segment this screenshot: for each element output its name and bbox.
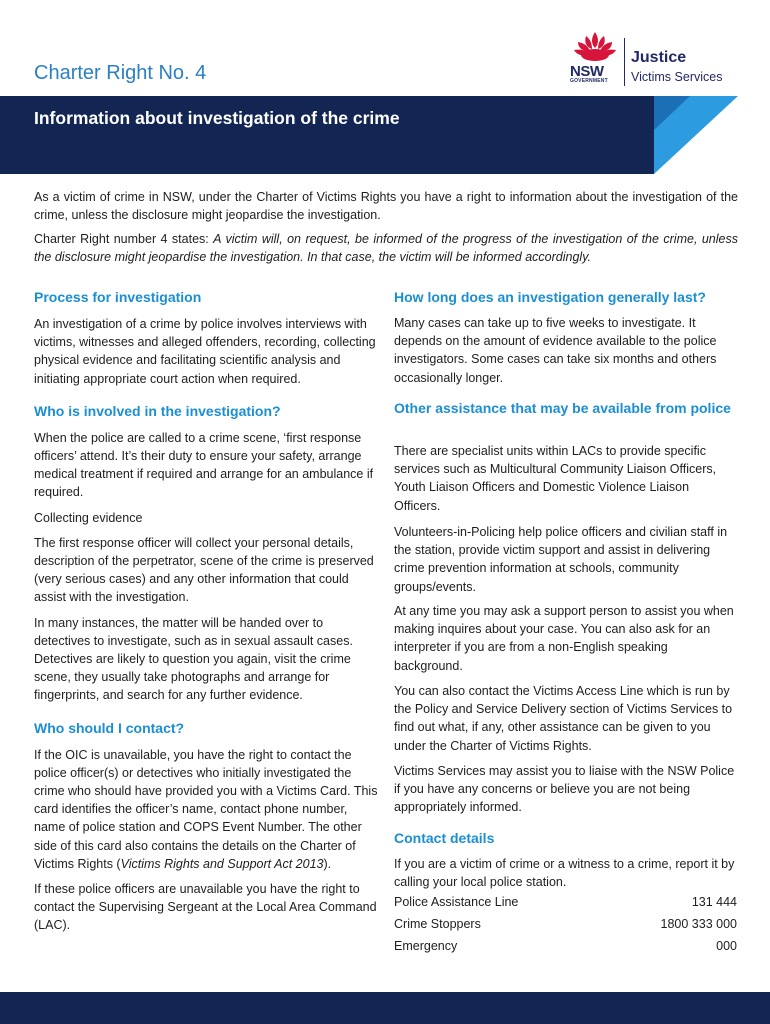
process-heading: Process for investigation — [34, 289, 202, 305]
footer-bar — [0, 992, 770, 1024]
assistance-p1: There are specialist units within LACs to provide specific services such as Multicultural Community Liaison Officers, Youth Liaison Officers and Domestic Violence Liaison Officers. — [394, 444, 717, 513]
contact-number[interactable]: 1800 333 000 — [660, 917, 737, 931]
contact-number[interactable]: 000 — [716, 939, 737, 953]
assistance-p3: At any time you may ask a support person to assist you when making inquires about your case. You can also ask for an interpreter if you are from a non-English speaking background. — [394, 604, 734, 673]
involved-body: When the police are called to a crime scene, ‘first response officers’ attend. It’s their duty to ensure your safety, arrange medical treatment if required and arrange for an ambulance if required. — [34, 430, 374, 500]
howlong-heading: How long does an investigation generally last? — [394, 289, 706, 305]
assistance-p4: You can also contact the Victims Access Line which is run by the Policy and Service Delivery section of Victims Services to find out what, if any, other assistance can be given to you under the Charter of Victims Rights. — [394, 684, 733, 753]
assistance-heading: Other assistance that may be available from police — [394, 400, 731, 416]
contact-row-police-assistance — [394, 895, 737, 909]
statement-lead: Charter Right number 4 states: — [34, 232, 214, 246]
contact-body-text: If the OIC is unavailable, you have the right to contact the police officer(s) or detectives who initially investigated the crime who should have provided you with a Victims Card. This card identifies the officer’s name, contact phone number, name of police station and COPS Event Number. The other side of this card also contains the details on the Charter of Victims Rights ( — [34, 747, 378, 871]
contact-label: Emergency — [394, 939, 458, 953]
contact-body-2: If these police officers are unavailable you have the right to contact the Supervising Sergeant at the Local Area Command (LAC). — [34, 882, 377, 933]
contact-number[interactable]: 131 444 — [691, 895, 737, 909]
howlong-body: Many cases can take up to five weeks to investigate. It depends on the amount of evidence available to the police investigators. Some cases can take six months and others occasionally longer. — [394, 316, 717, 385]
detectives-body: In many instances, the matter will be handed over to detectives to investigate, such as in sexual assault cases. Detectives are likely to question you again, visit the crime scene, they usually take photographs and arrange for fingerprints, and search for any further evidence. — [34, 615, 353, 703]
statement-quote: A victim will, on request, be informed of the progress of the investigation of the crime, unless the disclosure might jeopardise the investigation. In that case, the victim will be informed accordingly. — [34, 232, 738, 264]
charter-right-subtitle: Charter Right No. 4 — [34, 62, 207, 84]
contact-body-close: ). — [323, 856, 332, 871]
brand-subname: Victims Services — [631, 70, 723, 84]
brand-name: Justice — [631, 49, 687, 66]
involved-heading: Who is involved in the investigation? — [34, 402, 281, 419]
process-body: An investigation of a crime by police involves interviews with victims, witnesses and alleged offenders, recording, collecting physical evidence and facilitating scientific analysis and initiating appropriate court action when required. — [34, 317, 376, 386]
nsw-wordmark: NSW — [570, 63, 604, 80]
contact-row-crime-stoppers — [394, 917, 737, 931]
assistance-p2: Volunteers-in-Policing help police officers and civilian staff in the station, provide victim support and assist in delivering crime prevention information at schools, community groups/events. — [394, 525, 728, 594]
contact-details-heading: Contact details — [394, 830, 495, 846]
intro-paragraph: As a victim of crime in NSW, under the Charter of Victims Rights you have a right to information about the investigation of the crime, unless the disclosure might jeopardise the investigation. — [34, 190, 738, 222]
act-title: Victims Rights and Support Act 2013 — [120, 856, 324, 871]
logo-divider — [624, 38, 625, 86]
government-wordmark: GOVERNMENT — [570, 78, 608, 84]
contact-label: Crime Stoppers — [394, 917, 481, 931]
contact-row-emergency — [394, 939, 737, 953]
contact-heading: Who should I contact? — [34, 719, 185, 736]
collecting-evidence-subheading: Collecting evidence — [34, 510, 143, 525]
left-column — [34, 288, 380, 942]
evidence-body: The first response officer will collect your personal details, description of the perpetrator, scene of the crime is preserved (very serious cases) and any other information that could assist with the investigation. — [34, 535, 374, 605]
page-title: Information about investigation of the crime — [34, 108, 400, 128]
contact-body — [34, 746, 380, 873]
charter-right-statement — [34, 230, 738, 266]
assistance-p5: Victims Services may assist you to liaise with the NSW Police if you have any concerns or believe you are not being appropriately informed. — [394, 764, 735, 815]
contact-details-intro: If you are a victim of crime or a witness to a crime, report it by calling your local police station. — [394, 857, 735, 890]
intro-section — [34, 188, 738, 272]
contact-label: Police Assistance Line — [394, 895, 519, 909]
